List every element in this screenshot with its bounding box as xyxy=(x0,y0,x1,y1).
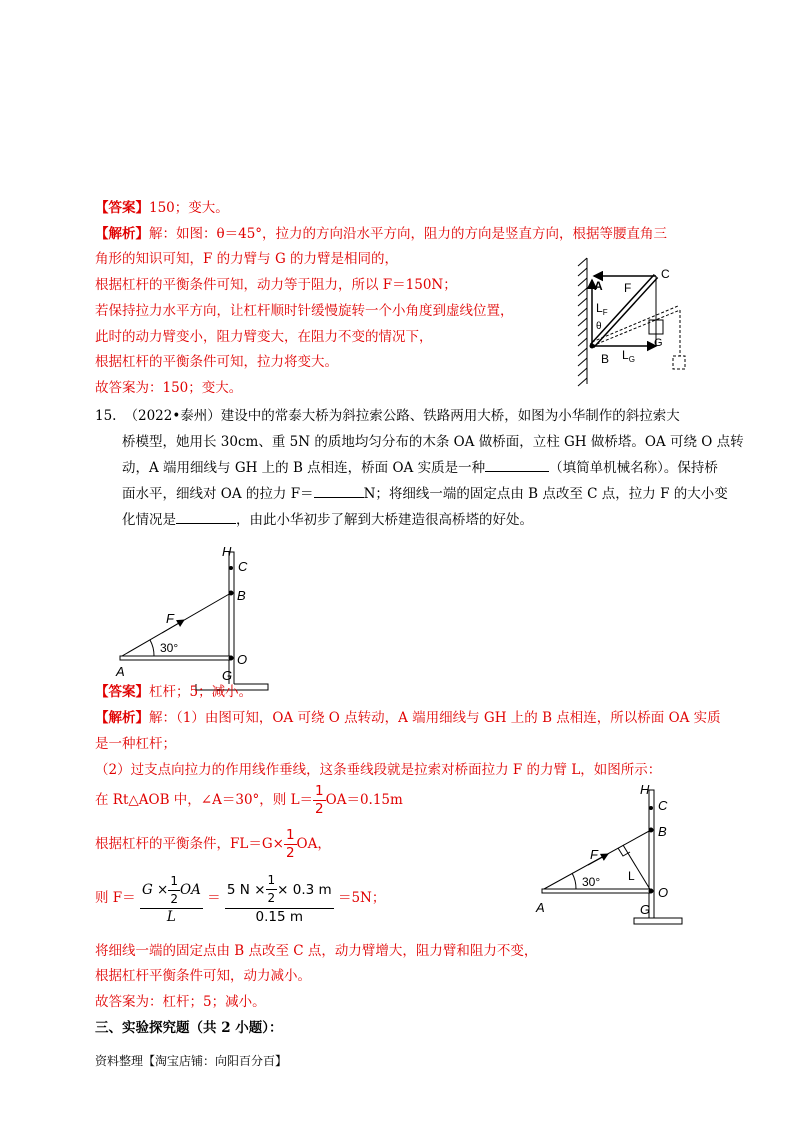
analysis-15-line4: 在 Rt△AOB 中，∠A＝30°，则 L＝ $\frac{1}{2}$ OA＝0.15m xyxy=(95,783,403,817)
answer-blank-3[interactable] xyxy=(176,510,236,524)
wall-hatch xyxy=(578,258,587,386)
analysis-tag: 【解析】 xyxy=(95,710,149,726)
label-H: H xyxy=(222,546,232,559)
deck-OA xyxy=(542,889,651,893)
bridge-figure-15 xyxy=(110,546,280,694)
analysis-14-line7: 故答案为：150；变大。 xyxy=(95,380,243,396)
point-B xyxy=(649,828,654,833)
deck-OA xyxy=(120,656,231,660)
pivot-point xyxy=(590,344,595,349)
q15-line1: 15. （2022•泰州）建设中的常泰大桥为斜拉索公路、铁路两用大桥，如图为小华制作的斜拉索大 xyxy=(95,408,680,424)
answer-blank-2[interactable] xyxy=(314,484,364,498)
analysis-14-line1: 【解析】解：如图：θ＝45°，拉力的方向沿水平方向，阻力的方向是竖直方向，根据等腰直角三 xyxy=(95,226,668,242)
page-footer: 资料整理【淘宝店铺：向阳百分百】 xyxy=(95,1054,288,1068)
label-LG: $L_G$ xyxy=(622,348,635,364)
answer-14 xyxy=(95,196,229,216)
label-A: A xyxy=(116,664,125,679)
analysis-15-line9: 故答案为：杠杆；5；减小。 xyxy=(95,994,266,1010)
point-O xyxy=(229,656,234,661)
bridge-figure-15-solution xyxy=(530,780,690,930)
analysis-14-line3: 根据杠杆的平衡条件可知，动力等于阻力，所以 F＝150N； xyxy=(95,277,457,293)
label-O: O xyxy=(658,885,669,900)
label-F: F xyxy=(166,611,174,626)
arm-L-line xyxy=(623,845,651,891)
label-angle: 30° xyxy=(582,875,601,889)
point-O xyxy=(649,889,654,894)
label-O: O xyxy=(237,652,248,667)
label-C: C xyxy=(658,798,668,813)
analysis-15-line2: 是一种杠杆； xyxy=(95,736,176,752)
label-G: G xyxy=(222,668,233,683)
point-B xyxy=(229,591,234,596)
analysis-14-line6: 根据杠杆的平衡条件可知，拉力将变大。 xyxy=(95,354,338,370)
label-C: C xyxy=(661,267,670,281)
analysis-15-line7: 将细线一端的固定点由 B 点改至 C 点，动力臂增大，阻力臂和阻力不变， xyxy=(95,943,538,959)
label-B: B xyxy=(601,352,610,366)
analysis-tag: 【解析】 xyxy=(95,226,149,242)
q15-line3: 动，A 端用细线与 GH 上的 B 点相连，桥面 OA 实质是一种 （填简单机械名称）。保持桥 xyxy=(122,460,718,476)
answer-text: 150；变大。 xyxy=(149,200,229,216)
lever-figure-14 xyxy=(570,254,700,388)
label-G: G xyxy=(654,337,663,349)
fraction-half: $\frac{1}{2}$ xyxy=(315,783,324,817)
analysis-15-line8: 根据杠杆平衡条件可知，动力减小。 xyxy=(95,968,311,984)
answer-blank-1[interactable] xyxy=(485,458,549,472)
tower-base xyxy=(634,918,682,924)
q15-line5: 化情况是 ，由此小华初步了解到大桥建造很高桥塔的好处。 xyxy=(122,512,533,528)
analysis-14-line5: 此时的动力臂变小，阻力臂变大，在阻力不变的情况下， xyxy=(95,329,433,345)
q15-line4: 面水平，细线对 OA 的拉力 F＝ N；将细线一端的固定点由 B 点改至 C 点，拉力 F 的大小变 xyxy=(122,486,728,502)
label-angle: 30° xyxy=(160,641,179,655)
label-B: B xyxy=(237,588,246,603)
q15-line2: 桥模型，她用长 30cm、重 5N 的质地均匀分布的木条 OA 做桥面，立柱 GH 做桥塔。OA 可绕 O 点转 xyxy=(122,434,744,450)
angle-arc xyxy=(150,640,154,656)
fraction-F-values: 5 N × $\frac{1}{2}$ × 0.3 m 0.15 m xyxy=(226,873,332,925)
analysis-14-line4: 若保持拉力水平方向，让杠杆顺时针缓慢旋转一个小角度到虚线位置， xyxy=(95,303,514,319)
analysis-14-line2: 角形的知识可知，F 的力臂与 G 的力臂是相同的， xyxy=(95,251,399,267)
label-A: A xyxy=(536,900,545,915)
right-angle-mark xyxy=(618,848,630,856)
label-L: L xyxy=(628,869,635,883)
analysis-15-line3: （2）过支点向拉力的作用线作垂线，这条垂线段就是拉索对桥面拉力 F 的力臂 L，如图所示： xyxy=(95,762,662,778)
label-F: F xyxy=(590,847,598,862)
answer-text: 杠杆；5；减小。 xyxy=(149,684,253,700)
answer-15 xyxy=(95,680,252,700)
label-A: A xyxy=(594,279,603,293)
label-LF: $L_F$ xyxy=(596,301,608,317)
analysis-15-line1: 【解析】解：（1）由图可知，OA 可绕 O 点转动，A 端用细线与 GH 上的 B 点相连，所以桥面 OA 实质 xyxy=(95,710,721,726)
label-C: C xyxy=(238,559,248,574)
angle-arc xyxy=(572,873,576,889)
fraction-F-formula: G × $\frac{1}{2}$ OA L xyxy=(141,873,201,925)
label-theta: θ xyxy=(596,321,602,332)
label-H: H xyxy=(640,782,650,797)
point-C xyxy=(229,566,233,570)
answer-tag: 【答案】 xyxy=(95,684,149,700)
analysis-15-line5: 根据杠杆的平衡条件，FL＝G× $\frac{1}{2}$ OA， xyxy=(95,827,331,861)
label-F: F xyxy=(624,281,632,295)
section-heading: 三、实验探究题（共 2 小题）： xyxy=(95,1020,283,1036)
point-C xyxy=(649,806,653,810)
analysis-15-line6: 则 F＝ G × $\frac{1}{2}$ OA L ＝ 5 N × $\frac{1}{2}$ × 0.3 m 0.15 m ＝5N； xyxy=(95,873,386,925)
answer-tag: 【答案】 xyxy=(95,200,149,216)
label-B: B xyxy=(658,824,667,839)
label-G: G xyxy=(640,902,651,917)
question-number: 15. xyxy=(95,408,117,424)
fraction-half: $\frac{1}{2}$ xyxy=(285,827,295,861)
